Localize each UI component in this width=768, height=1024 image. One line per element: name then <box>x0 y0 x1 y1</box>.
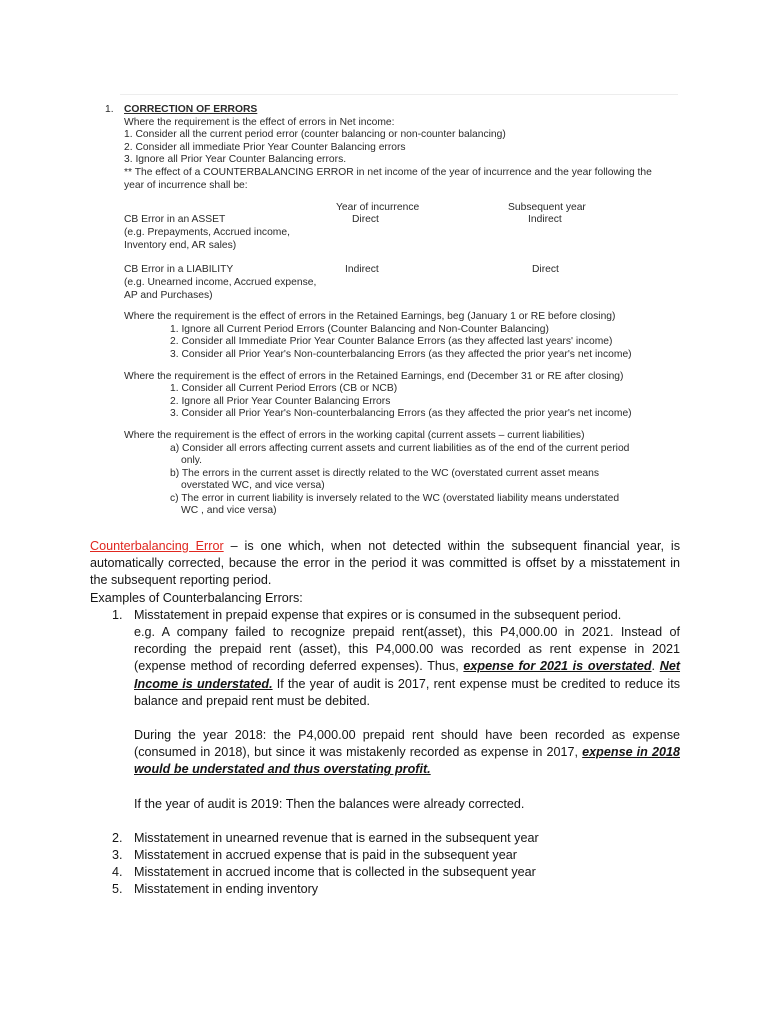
list-number: 3. <box>112 848 123 863</box>
wc-item: c) The error in current liability is inversely related to the WC (overstated liability means understated WC , and vice versa) <box>170 492 620 517</box>
re-beg-item: 1. Ignore all Current Period Errors (Counter Balancing and Non-Counter Balancing) <box>170 323 549 335</box>
definition-text: – is one which, when not detected within the subsequent financial year, is automatically corrected, because the error in the period it was committed is offset by a misstatement in the subsequent reporting period. <box>90 539 680 588</box>
liability-next-effect: Direct <box>532 264 559 276</box>
net-income-step: 1. Consider all the current period error (counter balancing or non-counter balancing) <box>124 129 506 141</box>
asset-row-examples-cont: Inventory end, AR sales) <box>124 240 237 252</box>
re-end-intro: Where the requirement is the effect of errors in the Retained Earnings, end (December 31 or RE after closing) <box>124 370 624 382</box>
net-income-intro: Where the requirement is the effect of errors in Net income: <box>124 116 395 128</box>
list-label: Misstatement in ending inventory <box>134 882 319 897</box>
examples-heading: Examples of Counterbalancing Errors: <box>90 590 303 605</box>
re-beg-item: 3. Consider all Prior Year's Non-counterbalancing Errors (as they affected the prior year's net income) <box>170 348 632 360</box>
list-label: Misstatement in accrued expense that is paid in the subsequent year <box>134 848 517 863</box>
wc-item: a) Consider all errors affecting current assets and current liabilities as of the end of the current period only. <box>170 442 630 467</box>
re-end-item: 1. Consider all Current Period Errors (CB or NCB) <box>170 383 398 395</box>
liability-row-examples-cont: AP and Purchases) <box>124 290 213 302</box>
liability-row-examples: (e.g. Unearned income, Accrued expense, <box>124 277 317 289</box>
list-number: 4. <box>112 865 123 880</box>
asset-row-label: CB Error in an ASSET <box>124 214 226 226</box>
list-label: Misstatement in accrued income that is collected in the subsequent year <box>134 865 536 880</box>
example-sep: . <box>651 659 660 674</box>
wc-intro: Where the requirement is the effect of errors in the working capital (current assets – current liabilities) <box>124 429 585 441</box>
correction-of-errors-section <box>98 94 678 518</box>
audit-2019-paragraph: If the year of audit is 2019: Then the balances were already corrected. <box>134 796 525 811</box>
re-beg-item: 2. Consider all Immediate Prior Year Counter Balance Errors (as they affected last years' income) <box>170 336 613 348</box>
emphasis-expense-understated: expense in 2018 would be understated and thus overstating profit. <box>134 745 680 777</box>
list-item <box>90 607 680 624</box>
during-2018-paragraph <box>90 727 680 779</box>
asset-row-examples: (e.g. Prepayments, Accrued income, <box>124 227 290 239</box>
asset-next-effect: Indirect <box>528 214 562 226</box>
list-item <box>90 847 680 864</box>
re-end-item: 2. Ignore all Prior Year Counter Balancing Errors <box>170 395 391 407</box>
liability-year-effect: Indirect <box>345 264 379 276</box>
list-item <box>90 864 680 881</box>
cb-effect-table <box>124 196 678 302</box>
definition-paragraph <box>90 538 680 590</box>
counterbalancing-section <box>90 538 680 899</box>
emphasis-net-income-understated: Net Income is understated. <box>134 659 681 691</box>
list-item <box>90 881 680 898</box>
example-paragraph <box>90 624 680 710</box>
re-end-item: 3. Consider all Prior Year's Non-counterbalancing Errors (as they affected the prior year's net income) <box>170 408 632 420</box>
emphasis-expense-overstated: expense for 2021 is overstated <box>463 659 652 674</box>
net-income-step: 2. Consider all immediate Prior Year Counter Balancing errors <box>124 141 406 153</box>
list-label: Misstatement in unearned revenue that is earned in the subsequent year <box>134 830 539 845</box>
during-text: During the year 2018: the P4,000.00 prepaid rent should have been recorded as expense (consumed in 2018), but since it was mistakenly recorded as expense in 2017, <box>134 728 680 760</box>
liability-row-label: CB Error in a LIABILITY <box>124 264 234 276</box>
net-income-step: 3. Ignore all Prior Year Counter Balancing errors. <box>124 154 347 166</box>
asset-year-effect: Direct <box>352 214 379 226</box>
list-number: 5. <box>112 882 123 897</box>
list-label: Misstatement in prepaid expense that expires or is consumed in the subsequent period. <box>134 607 622 622</box>
list-number: 1. <box>112 607 123 622</box>
section-number: 1. <box>105 104 114 115</box>
counterbalancing-note-cont: year of incurrence shall be: <box>124 179 248 191</box>
section-heading: CORRECTION OF ERRORS <box>124 104 258 115</box>
example-tail: If the year of audit is 2017, rent expense must be credited to reduce its balance and prepaid rent must be debited. <box>134 676 681 708</box>
counterbalancing-note: ** The effect of a COUNTERBALANCING ERROR in net income of the year of incurrence and the year following the <box>124 166 652 178</box>
col-header-subsequent-year: Subsequent year <box>508 202 586 214</box>
definition-term: Counterbalancing Error <box>90 539 224 553</box>
top-rule <box>120 94 678 95</box>
re-beg-intro: Where the requirement is the effect of errors in the Retained Earnings, beg (January 1 or RE before closing) <box>124 311 616 323</box>
wc-item: b) The errors in the current asset is directly related to the WC (overstated current asset means overstated WC, and vice versa) <box>170 467 600 492</box>
col-header-year-of-incurrence: Year of incurrence <box>336 202 420 214</box>
list-number: 2. <box>112 830 123 845</box>
list-item <box>90 830 680 847</box>
example-text: e.g. A company failed to recognize prepaid rent(asset), this P4,000.00 in 2021. Instead of recording the prepaid rent (asset), this P4,000.00 was recorded as rent expense in 2021 (expense method of recording deferred expenses). Thus, <box>134 625 680 674</box>
